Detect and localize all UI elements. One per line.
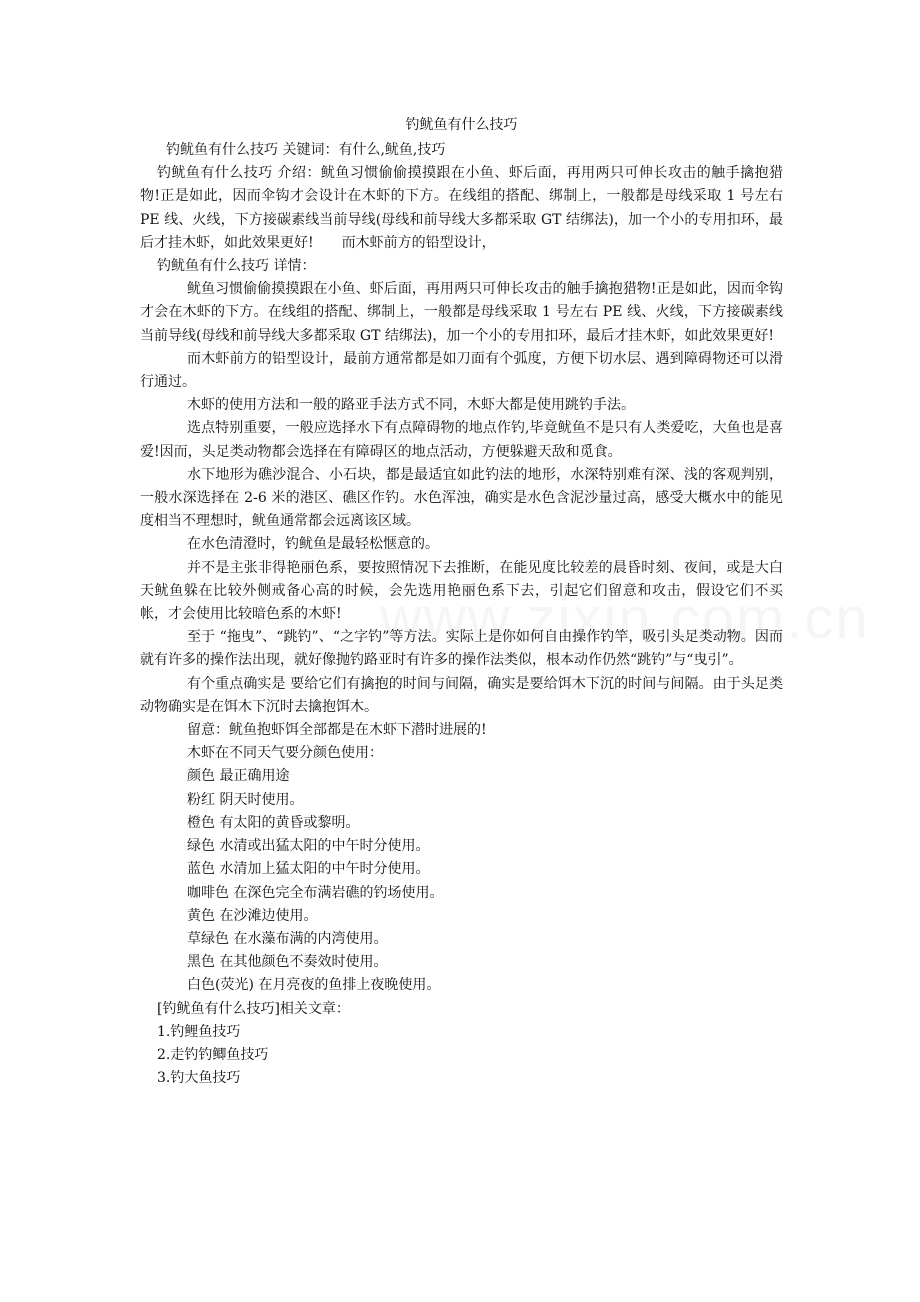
document-body [140,112,783,1090]
paragraph: 而木虾前方的铅型设计，最前方通常都是如刀面有个弧度，方便下切水层、遇到障碍物还可以滑行通过。 [140,350,783,391]
paragraph: 在水色清澄时，钓鱿鱼是最轻松惬意的。 [187,536,439,553]
color-table-row: 白色(荧光) 在月亮夜的鱼排上夜晚使用。 [187,977,441,994]
paragraph: 留意：鱿鱼抱虾饵全部都是在木虾下潜时进展的! [187,722,487,739]
color-table-row: 咖啡色 在深色完全布满岩礁的钓场使用。 [187,884,444,901]
related-article-link[interactable]: 1.钓鲤鱼技巧 [157,1023,241,1040]
related-articles-heading: [钓鱿鱼有什么技巧]相关文章： [157,1000,350,1017]
related-article-link[interactable]: 3.钓大鱼技巧 [157,1070,241,1087]
paragraph: 至于 “拖曳”、“跳钓”、“之字钓”等方法。实际上是你如何自由操作钓竿，吸引头足类动物。因而就有许多的操作法出现，就好像抛钓路亚时有许多的操作法类似，根本动作仍然“跳钓”与“曳引”。 [140,629,783,669]
color-table-row: 绿色 水清或出猛太阳的中午时分使用。 [187,838,430,855]
paragraph: 木虾在不同天气要分颜色使用： [187,745,383,762]
keywords-line: 钓鱿鱼有什么技巧 关键词：有什么,鱿鱼,技巧 [166,142,446,158]
color-table-row: 橙色 有太阳的黄昏或黎明。 [187,814,360,831]
paragraph: 选点特别重要，一般应选择水下有点障碍物的地点作钓,毕竟鱿鱼不是只有人类爱吃，大鱼也是喜爱!因而，头足类动物都会选择在有障碍区的地点活动，方便躲避天敌和觅食。 [140,420,783,460]
intro-line: 钓鱿鱼有什么技巧 介绍：鱿鱼习惯偷偷摸摸跟在小鱼、虾后面，再用两只可伸长攻击的触手擒抱猎物!正是如此，因而伞钩才会设计在木虾的下方。在线组的搭配、绑制上，一般都是母线采取 1 号左右 PE 线、火线，下方接碳素线当前导线(母线和前导线大多都采取 GT 结绑法)，加一个小的专用扣环，最后才挂木虾，如此效果更好! 而木虾前方的铅型设计， [140,165,783,251]
color-table-row: 粉红 阴天时使用。 [187,791,304,808]
color-table-header: 颜色 最正确用途 [187,768,290,785]
paragraph: 水下地形为礁沙混合、小石块，都是最适宜如此钓法的地形，水深特别难有深、浅的客观判别，一般水深选择在 2-6 米的港区、礁区作钓。水色浑浊，确实是水色含泥沙量过高，感受大概水中的能见度相当不理想时，鱿鱼通常都会远离该区域。 [140,466,783,530]
color-table-row: 蓝色 水清加上猛太阳的中午时分使用。 [187,861,430,878]
paragraph: 并不是主张非得艳丽色系，要按照情况下去推断，在能见度比较差的晨昏时刻、夜间，或是大白天鱿鱼躲在比较外侧戒备心高的时候，会先选用艳丽色系下去，引起它们留意和攻击，假设它们不买帐，才会使用比较暗色系的木虾! [140,559,783,623]
paragraph: 木虾的使用方法和一般的路亚手法方式不同，木虾大都是使用跳钓手法。 [187,397,635,414]
detail-label: 钓鱿鱼有什么技巧 详情： [157,258,316,275]
page-title: 钓鱿鱼有什么技巧 [405,117,518,133]
color-table-row: 草绿色 在水藻布满的内湾使用。 [187,930,388,947]
related-article-link[interactable]: 2.走钓钓鲫鱼技巧 [157,1046,269,1063]
paragraph: 有个重点确实是 要给它们有擒抱的时间与间隔，确实是要给饵木下沉的时间与间隔。由于头足类动物确实是在饵木下沉时去擒抱饵木。 [140,675,783,715]
color-table-row: 黄色 在沙滩边使用。 [187,907,318,924]
color-table-row: 黑色 在其他颜色不奏效时使用。 [187,954,388,971]
paragraph: 鱿鱼习惯偷偷摸摸跟在小鱼、虾后面，再用两只可伸长攻击的触手擒抱猎物!正是如此，因而伞钩才会在木虾的下方。在线组的搭配、绑制上，一般都是母线采取 1 号左右 PE 线、火线，下方接碳素线当前导线(母线和前导线大多都采取 GT 结绑法)，加一个小的专用扣环，最后才挂木虾，如此效果更好! [140,281,783,344]
